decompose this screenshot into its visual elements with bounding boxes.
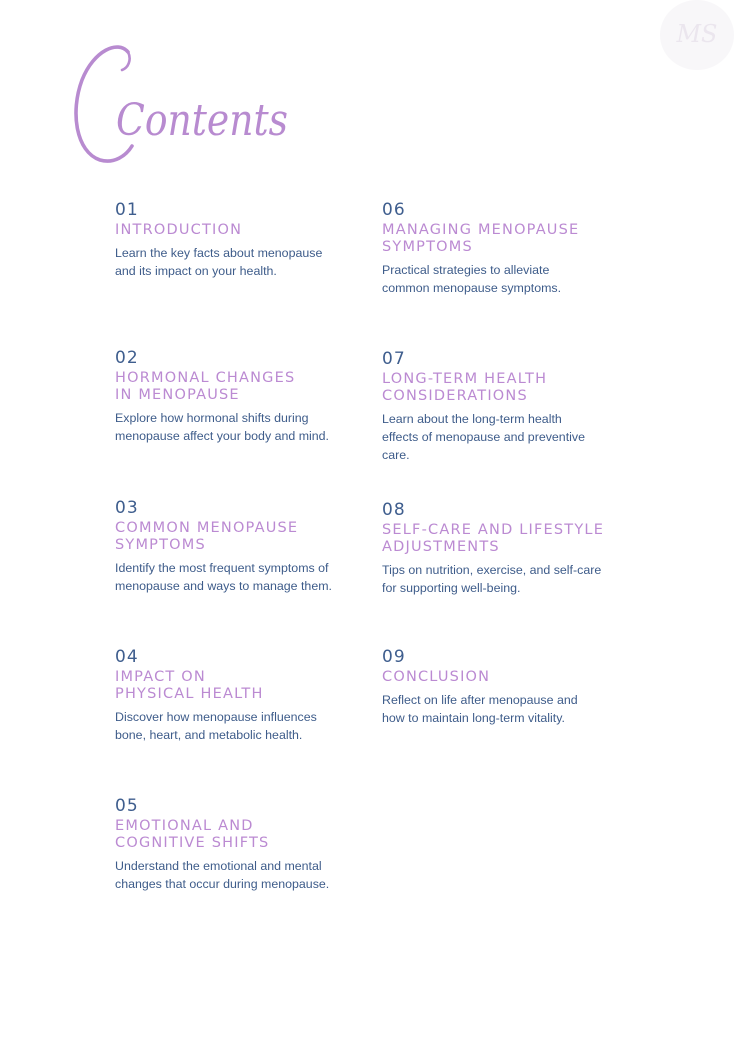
toc-entry[interactable]: [382, 500, 622, 597]
title-flourish: [122, 52, 130, 70]
toc-entry-number: 06: [382, 200, 406, 220]
toc-entry-description: Discover how menopause influences bone, heart, and metabolic health.: [115, 710, 317, 742]
toc-entry-heading[interactable]: INTRODUCTION: [115, 222, 243, 238]
toc-entry-heading[interactable]: MANAGING MENOPAUSE SYMPTOMS: [382, 222, 580, 255]
monogram-logo-text: MS: [676, 20, 718, 48]
toc-entry-description: Explore how hormonal shifts during menopause affect your body and mind.: [115, 411, 329, 443]
toc-entry[interactable]: [115, 796, 355, 893]
toc-entry-number: 07: [382, 349, 406, 369]
toc-entry-number: 09: [382, 647, 406, 667]
toc-entry-number: 08: [382, 500, 406, 520]
toc-entry-description: Learn the key facts about menopause and its impact on your health.: [115, 246, 323, 278]
toc-entry[interactable]: [382, 349, 622, 464]
toc-entry-heading[interactable]: CONCLUSION: [382, 669, 491, 685]
monogram-logo: [660, 0, 734, 70]
page-title-graphic: [66, 40, 306, 170]
page-title: [66, 40, 306, 170]
toc-entry[interactable]: [382, 200, 622, 297]
toc-entry[interactable]: [115, 498, 355, 595]
toc-entry-heading[interactable]: HORMONAL CHANGES IN MENOPAUSE: [115, 370, 296, 403]
toc-entry-number: 01: [115, 200, 139, 220]
toc-entry-heading[interactable]: SELF-CARE AND LIFESTYLE ADJUSTMENTS: [382, 522, 605, 555]
toc-entry-number: 03: [115, 498, 139, 518]
toc-entry[interactable]: [382, 647, 622, 727]
toc-entry-description: Reflect on life after menopause and how to maintain long-term vitality.: [382, 693, 578, 725]
toc-entry[interactable]: [115, 647, 355, 744]
toc-entry-description: Understand the emotional and mental changes that occur during menopause.: [115, 859, 330, 891]
toc-entry-heading[interactable]: COMMON MENOPAUSE SYMPTOMS: [115, 520, 299, 553]
toc-entry-description: Practical strategies to alleviate common menopause symptoms.: [382, 263, 562, 295]
page-title-text: Contents: [116, 95, 288, 146]
toc-entry-heading[interactable]: LONG-TERM HEALTH CONSIDERATIONS: [382, 371, 548, 404]
toc-entry-heading[interactable]: EMOTIONAL AND COGNITIVE SHIFTS: [115, 818, 270, 851]
toc-entry-heading[interactable]: IMPACT ON PHYSICAL HEALTH: [115, 669, 264, 702]
toc-entry-number: 04: [115, 647, 139, 667]
toc-entry-number: 02: [115, 348, 139, 368]
monogram-logo-icon: [667, 15, 727, 55]
toc-entry-number: 05: [115, 796, 139, 816]
toc-entry[interactable]: [115, 200, 355, 280]
toc-entry-description: Tips on nutrition, exercise, and self-care for supporting well-being.: [382, 563, 602, 595]
toc-entry[interactable]: [115, 348, 355, 445]
toc-entry-description: Learn about the long-term health effects of menopause and preventive care.: [382, 412, 585, 462]
toc-entry-description: Identify the most frequent symptoms of menopause and ways to manage them.: [115, 561, 332, 593]
